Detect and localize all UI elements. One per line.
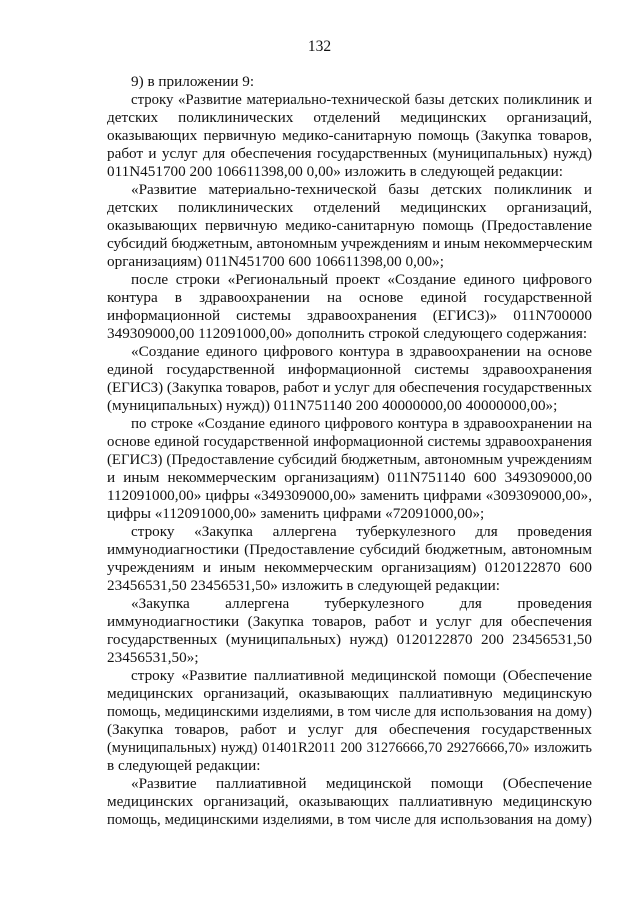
text-line: субсидий бюджетным, автономным учреждениям и иным некоммерческим bbox=[107, 235, 593, 252]
text-line: «Развитие паллиативной медицинской помощи (Обеспечение bbox=[131, 775, 592, 792]
text-line: помощь, медицинскими изделиями, в том числе для использования на дому) bbox=[107, 812, 592, 828]
text-line: «Развитие материально-технической базы детских поликлиник и bbox=[131, 181, 592, 198]
text-line: строку «Закупка аллергена туберкулезного для проведения bbox=[131, 523, 592, 540]
text-line: учреждениям и иным некоммерческим организациям) 0120122870 600 bbox=[107, 559, 592, 576]
text-line: иммунодиагностики (Предоставление субсидий бюджетным, автономным bbox=[107, 541, 592, 558]
page-number: 132 bbox=[307, 38, 332, 55]
text-line: работ и услуг для обеспечения государственных (муниципальных) нужд) bbox=[107, 145, 592, 162]
text-line: (муниципальных) нужд)) 011N751140 200 40000000,00 40000000,00»; bbox=[107, 397, 558, 414]
text-line: 011N451700 200 106611398,00 0,00» изложить в следующей редакции: bbox=[107, 163, 563, 180]
text-line: «Закупка аллергена туберкулезного для проведения bbox=[131, 595, 592, 612]
text-line: цифры «112091000,00» заменить цифрами «72091000,00»; bbox=[107, 505, 485, 522]
text-line: (Закупка товаров, работ и услуг для обеспечения государственных bbox=[107, 721, 592, 738]
text-line: строку «Развитие паллиативной медицинской помощи (Обеспечение bbox=[131, 667, 592, 684]
text-line: и иным некоммерческим организациям) 011N751140 600 349309000,00 bbox=[107, 469, 592, 486]
text-line: 23456531,50 23456531,50» изложить в следующей редакции: bbox=[107, 577, 500, 594]
text-line: организациям) 011N451700 600 106611398,00 0,00»; bbox=[107, 253, 444, 270]
text-line: единой государственной информационной системы здравоохранения bbox=[107, 361, 592, 378]
text-line: в следующей редакции: bbox=[107, 757, 261, 774]
text-line: 23456531,50»; bbox=[107, 649, 199, 666]
text-line: (муниципальных) нужд) 01401R2011 200 31276666,70 29276666,70» изложить bbox=[107, 740, 592, 756]
text-line: 9) в приложении 9: bbox=[131, 73, 255, 90]
text-line: по строке «Создание единого цифрового контура в здравоохранении на bbox=[131, 416, 592, 432]
text-line: детских поликлинических отделений медицинских организаций, bbox=[107, 199, 592, 216]
text-line: контура в здравоохранении на основе единой государственной bbox=[107, 289, 592, 306]
text-line: медицинских организаций, оказывающих паллиативную медицинскую bbox=[107, 793, 592, 810]
text-line: 112091000,00» цифры «349309000,00» заменить цифрами «309309000,00», bbox=[107, 487, 592, 504]
text-line: детских поликлинических отделений медицинских организаций, bbox=[107, 109, 592, 126]
text-line: иммунодиагностики (Закупка товаров, работ и услуг для обеспечения bbox=[107, 613, 592, 630]
text-line: строку «Развитие материально-технической базы детских поликлиник и bbox=[131, 92, 592, 108]
text-line: (ЕГИСЗ) (Закупка товаров, работ и услуг для обеспечения государственных bbox=[107, 380, 592, 396]
text-line: информационной системы здравоохранения (ЕГИСЗ)» 011N700000 bbox=[107, 307, 592, 324]
text-line: медицинских организаций, оказывающих паллиативную медицинскую bbox=[107, 685, 592, 702]
text-line: государственных (муниципальных) нужд) 0120122870 200 23456531,50 bbox=[107, 631, 592, 648]
text-line: после строки «Региональный проект «Создание единого цифрового bbox=[131, 271, 592, 288]
document-body bbox=[107, 73, 592, 829]
text-line: 349309000,00 112091000,00» дополнить строкой следующего содержания: bbox=[107, 325, 588, 342]
text-line: (ЕГИСЗ) (Предоставление субсидий бюджетным, автономным учреждениям bbox=[107, 452, 592, 468]
text-line: помощь, медицинскими изделиями, в том числе для использования на дому) bbox=[107, 704, 592, 720]
text-line: «Создание единого цифрового контура в здравоохранении на основе bbox=[131, 343, 592, 360]
text-line: оказывающих первичную медико-санитарную помощь (Предоставление bbox=[107, 217, 592, 234]
text-line: оказывающих первичную медико-санитарную помощь (Закупка товаров, bbox=[107, 127, 592, 144]
text-line: основе единой государственной информационной системы здравоохранения bbox=[107, 434, 592, 450]
